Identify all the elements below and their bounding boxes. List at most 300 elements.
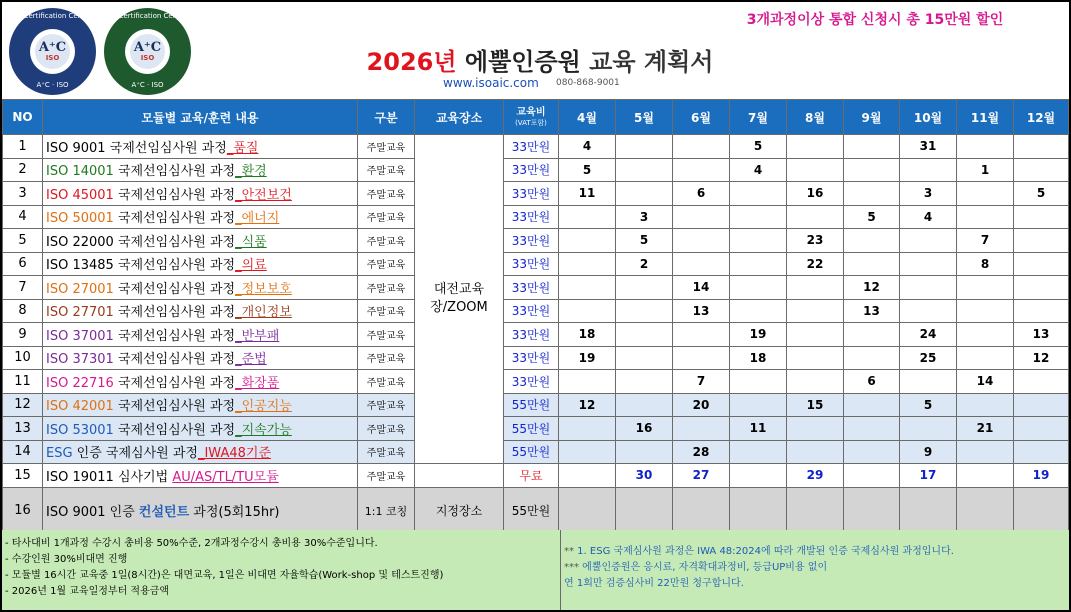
schedule-day [1014, 393, 1069, 417]
course-name [43, 440, 358, 464]
table-row [3, 464, 1069, 488]
schedule-day: 29 [787, 464, 844, 488]
course-place-empty [415, 464, 504, 488]
course-name [43, 417, 358, 441]
course-standard: ISO 22000 [46, 234, 114, 250]
course-kind: 주말교육 [358, 158, 415, 182]
schedule-day [730, 464, 787, 488]
course-standard: ESG [46, 446, 73, 462]
header-month: 7월 [730, 100, 787, 135]
schedule-day [844, 487, 900, 534]
course-title: 인증 국제심사원 과정 [72, 446, 198, 462]
schedule-day [673, 346, 730, 370]
schedule-day [957, 464, 1014, 488]
schedule-day: 11 [559, 182, 616, 206]
course-fee: 55만원 [504, 417, 559, 441]
footer-note [564, 576, 1066, 592]
logo-mark: A⁺C [38, 40, 67, 55]
course-kind: 주말교육 [358, 252, 415, 276]
course-title: 국제선임심사원 과정 [113, 211, 236, 227]
schedule-day [787, 299, 844, 323]
row-no: 10 [3, 346, 43, 370]
course-field: _안전보건 [235, 187, 292, 203]
course-fee: 33만원 [504, 182, 559, 206]
schedule-day [559, 205, 616, 229]
schedule-day: 12 [1014, 346, 1069, 370]
course-title: 국제선임심사원 과정 [113, 399, 236, 415]
course-field: _식품 [235, 234, 267, 250]
table-row [3, 440, 1069, 464]
course-name [43, 276, 358, 300]
row-no: 12 [3, 393, 43, 417]
schedule-day [730, 487, 787, 534]
header-month: 12월 [1014, 100, 1069, 135]
course-standard: ISO 13485 [46, 258, 114, 274]
course-standard: ISO 27001 [46, 281, 114, 297]
schedule-day [844, 393, 900, 417]
header-month: 4월 [559, 100, 616, 135]
schedule-day: 24 [900, 323, 957, 347]
schedule-day: 20 [673, 393, 730, 417]
schedule-day [957, 323, 1014, 347]
schedule-day: 2 [616, 252, 673, 276]
logo-sub: ISO [45, 54, 60, 62]
schedule-day [844, 135, 900, 159]
title-year: 2026년 [366, 48, 457, 76]
schedule-day [1014, 158, 1069, 182]
schedule-day [900, 299, 957, 323]
course-name [43, 205, 358, 229]
schedule-day [673, 487, 730, 534]
schedule-day [1014, 252, 1069, 276]
row-no: 2 [3, 158, 43, 182]
table-header-row [3, 100, 1069, 135]
schedule-day [787, 487, 844, 534]
schedule-day: 16 [787, 182, 844, 206]
course-field: _환경 [235, 164, 267, 180]
phone-number: 080-868-9001 [556, 78, 620, 88]
schedule-day: 21 [957, 417, 1014, 441]
schedule-day: 12 [844, 276, 900, 300]
schedule-day: 27 [673, 464, 730, 488]
course-name [43, 229, 358, 253]
schedule-day [559, 370, 616, 394]
course-name [43, 182, 358, 206]
row-no: 16 [3, 487, 43, 534]
course-kind: 주말교육 [358, 440, 415, 464]
header-place: 교육장소 [415, 100, 504, 135]
course-name [43, 252, 358, 276]
schedule-day [673, 205, 730, 229]
note-mark: ** [564, 546, 574, 557]
course-title: 국제선임심사원 과정 [113, 375, 236, 391]
schedule-day [787, 346, 844, 370]
course-title: 국제선임심사원 과정 [113, 164, 236, 180]
row-no: 5 [3, 229, 43, 253]
header-month: 6월 [673, 100, 730, 135]
schedule-day [1014, 299, 1069, 323]
aic-logo-blue [9, 8, 96, 95]
schedule-day [1014, 276, 1069, 300]
header-month: 11월 [957, 100, 1014, 135]
schedule-day: 6 [844, 370, 900, 394]
course-kind: 1:1 코칭 [358, 487, 415, 534]
schedule-day [730, 229, 787, 253]
schedule-day [844, 158, 900, 182]
schedule-day [616, 323, 673, 347]
schedule-day [616, 135, 673, 159]
course-kind: 주말교육 [358, 182, 415, 206]
schedule-day [787, 440, 844, 464]
course-standard: ISO 19011 [46, 469, 114, 485]
schedule-day: 5 [730, 135, 787, 159]
course-field: _지속가능 [235, 422, 292, 438]
schedule-table [2, 99, 1069, 535]
row-no: 3 [3, 182, 43, 206]
schedule-day: 23 [787, 229, 844, 253]
table-row [3, 135, 1069, 159]
course-field: _IWA48기준 [197, 446, 271, 462]
schedule-day: 1 [957, 158, 1014, 182]
schedule-day: 22 [787, 252, 844, 276]
course-name [43, 370, 358, 394]
schedule-day [673, 252, 730, 276]
schedule-day [616, 393, 673, 417]
discount-promo: 3개과정이상 통합 신청시 총 15만원 할인 [746, 12, 1004, 28]
course-field: _반부패 [235, 328, 280, 344]
schedule-day: 13 [844, 299, 900, 323]
schedule-day: 7 [957, 229, 1014, 253]
schedule-day [957, 299, 1014, 323]
schedule-day [730, 205, 787, 229]
schedule-day: 6 [673, 182, 730, 206]
course-name [43, 299, 358, 323]
schedule-day [787, 370, 844, 394]
course-field: _준법 [235, 352, 267, 368]
course-title: 국제선임심사원 과정 [113, 258, 236, 274]
schedule-day: 15 [787, 393, 844, 417]
course-field: _에너지 [235, 211, 280, 227]
schedule-day [559, 299, 616, 323]
header-kind: 구분 [358, 100, 415, 135]
course-title-suffix: 과정(5회15hr) [189, 505, 280, 520]
schedule-day [900, 276, 957, 300]
schedule-day [787, 135, 844, 159]
course-name [43, 346, 358, 370]
schedule-day: 3 [616, 205, 673, 229]
table-row [3, 346, 1069, 370]
schedule-day: 18 [559, 323, 616, 347]
schedule-day: 14 [673, 276, 730, 300]
course-standard: ISO 27701 [46, 305, 114, 321]
course-fee: 33만원 [504, 135, 559, 159]
course-kind: 주말교육 [358, 299, 415, 323]
schedule-day: 19 [1014, 464, 1069, 488]
schedule-day [900, 158, 957, 182]
course-place: 지정장소 [415, 487, 504, 534]
note-text: 연 1회만 검증심사비 22만원 청구합니다. [564, 578, 744, 589]
schedule-day [957, 440, 1014, 464]
aic-logo-green [104, 8, 191, 95]
schedule-day [673, 135, 730, 159]
header-fee-main: 교육비 [516, 107, 546, 118]
course-title: 국제선임심사원 과정 [113, 352, 236, 368]
note-mark: *** [564, 562, 579, 573]
schedule-day: 5 [900, 393, 957, 417]
schedule-day [559, 229, 616, 253]
course-fee: 33만원 [504, 299, 559, 323]
header-course: 모듈별 교육/훈련 내용 [43, 100, 358, 135]
course-standard: ISO 37301 [46, 352, 114, 368]
row-no: 1 [3, 135, 43, 159]
course-name [43, 323, 358, 347]
logo-ring-text: A⁺ Certification Center [107, 12, 188, 20]
page-title [350, 42, 730, 77]
course-title: 국제선임심사원 과정 [113, 187, 236, 203]
course-standard: ISO 53001 [46, 422, 114, 438]
course-title: 심사기법 [113, 469, 173, 485]
note-text: 1. ESG 국제심사원 과정은 IWA 48:2024에 따라 개발된 인증 국제심사원 과정입니다. [574, 546, 954, 557]
schedule-day: 8 [957, 252, 1014, 276]
schedule-day [616, 299, 673, 323]
course-kind: 주말교육 [358, 323, 415, 347]
schedule-day: 17 [900, 464, 957, 488]
course-fee: 33만원 [504, 252, 559, 276]
table-row [3, 417, 1069, 441]
table-row-consultant [3, 487, 1069, 534]
schedule-day [957, 182, 1014, 206]
logo-mark: A⁺C [133, 40, 162, 55]
course-fee: 55만원 [504, 393, 559, 417]
course-fee: 55만원 [504, 440, 559, 464]
course-standard: ISO 9001 [46, 140, 106, 156]
header-month: 9월 [844, 100, 900, 135]
schedule-day [844, 417, 900, 441]
course-field: AU/AS/TL/TU모듈 [172, 469, 279, 485]
schedule-day [1014, 205, 1069, 229]
row-no: 6 [3, 252, 43, 276]
footer-note: - 타사대비 1개과정 수강시 총비용 50%수준, 2개과정수강시 총비용 30%수준입니다. [5, 538, 378, 549]
table-row [3, 252, 1069, 276]
schedule-day [844, 323, 900, 347]
schedule-day [616, 276, 673, 300]
schedule-day: 13 [673, 299, 730, 323]
table-row [3, 182, 1069, 206]
header-month: 10월 [900, 100, 957, 135]
header-fee-sub: (VAT포함) [515, 119, 547, 127]
schedule-day: 31 [900, 135, 957, 159]
schedule-day [730, 252, 787, 276]
course-standard: ISO 45001 [46, 187, 114, 203]
header-fee [504, 100, 559, 135]
schedule-day [900, 229, 957, 253]
course-name [43, 487, 358, 534]
schedule-day [1014, 370, 1069, 394]
schedule-day [900, 487, 957, 534]
course-standard: ISO 14001 [46, 164, 114, 180]
course-title: 국제선임심사원 과정 [113, 234, 236, 250]
course-fee: 33만원 [504, 276, 559, 300]
schedule-day [730, 393, 787, 417]
schedule-day: 19 [730, 323, 787, 347]
table-row [3, 299, 1069, 323]
course-fee: 무료 [504, 464, 559, 488]
schedule-day [787, 417, 844, 441]
course-name [43, 135, 358, 159]
course-field: _품질 [226, 140, 259, 156]
course-kind: 주말교육 [358, 393, 415, 417]
course-fee: 33만원 [504, 323, 559, 347]
logo-ring-text-bottom: A⁺C · ISO [131, 81, 164, 89]
schedule-day: 28 [673, 440, 730, 464]
schedule-day [1014, 417, 1069, 441]
table-row [3, 158, 1069, 182]
schedule-day [844, 182, 900, 206]
row-no: 15 [3, 464, 43, 488]
course-standard: ISO 22716 [46, 375, 114, 391]
course-kind: 주말교육 [358, 276, 415, 300]
schedule-day [1014, 487, 1069, 534]
course-highlight: 컨설턴트 [138, 505, 190, 520]
logo-ring-text-bottom: A⁺C · ISO [36, 81, 69, 89]
schedule-day [559, 487, 616, 534]
course-kind: 주말교육 [358, 370, 415, 394]
table-row [3, 370, 1069, 394]
schedule-day: 14 [957, 370, 1014, 394]
course-title: 국제선임심사원 과정 [113, 281, 236, 297]
schedule-day: 25 [900, 346, 957, 370]
schedule-day: 4 [730, 158, 787, 182]
header-month: 8월 [787, 100, 844, 135]
row-no: 9 [3, 323, 43, 347]
schedule-day [957, 205, 1014, 229]
row-no: 11 [3, 370, 43, 394]
schedule-day [616, 440, 673, 464]
course-kind: 주말교육 [358, 346, 415, 370]
schedule-day [673, 417, 730, 441]
schedule-day [787, 276, 844, 300]
course-fee: 33만원 [504, 346, 559, 370]
schedule-day [673, 323, 730, 347]
course-title: ISO 9001 인증 [46, 505, 139, 520]
schedule-day [1014, 229, 1069, 253]
course-standard: ISO 37001 [46, 328, 114, 344]
schedule-day [844, 440, 900, 464]
schedule-day [844, 252, 900, 276]
course-kind: 주말교육 [358, 205, 415, 229]
schedule-day [957, 346, 1014, 370]
schedule-day: 4 [559, 135, 616, 159]
course-standard: ISO 50001 [46, 211, 114, 227]
course-title: 국제선임심사원 과정 [113, 422, 236, 438]
schedule-day [730, 370, 787, 394]
title-rest: 교육 계획서 [589, 48, 714, 76]
footer-notes-left [2, 530, 561, 610]
schedule-day: 3 [900, 182, 957, 206]
course-field: _화장품 [235, 375, 280, 391]
schedule-day [559, 417, 616, 441]
footer-notes-right [561, 530, 1069, 610]
row-no: 4 [3, 205, 43, 229]
schedule-day [673, 229, 730, 253]
schedule-day [957, 135, 1014, 159]
schedule-day [787, 205, 844, 229]
course-title: 국제선임심사원 과정 [113, 305, 236, 321]
schedule-day [730, 440, 787, 464]
logo-ring-text: A⁺ Certification Center [12, 12, 93, 20]
schedule-day: 19 [559, 346, 616, 370]
schedule-day [616, 487, 673, 534]
footer-note: - 수강인원 30%비대면 진행 [5, 554, 128, 565]
course-field: _의료 [235, 258, 267, 274]
schedule-day [900, 370, 957, 394]
footer-note: - 모듈별 16시간 교육중 1일(8시간)은 대면교육, 1일은 비대면 자율학습(Work-shop 및 테스트진행) [5, 570, 444, 581]
schedule-day [844, 464, 900, 488]
website-link[interactable]: www.isoaic.com [443, 76, 539, 90]
schedule-day [616, 158, 673, 182]
schedule-day [673, 158, 730, 182]
schedule-day [559, 464, 616, 488]
schedule-day: 12 [559, 393, 616, 417]
course-kind: 주말교육 [358, 464, 415, 488]
schedule-day [900, 417, 957, 441]
course-kind: 주말교육 [358, 135, 415, 159]
schedule-day [787, 158, 844, 182]
row-no: 13 [3, 417, 43, 441]
course-fee: 55만원 [504, 487, 559, 534]
schedule-day: 18 [730, 346, 787, 370]
schedule-day [1014, 440, 1069, 464]
schedule-day [844, 229, 900, 253]
course-name [43, 464, 358, 488]
course-fee: 33만원 [504, 370, 559, 394]
course-place: 대전교육장/ZOOM [415, 135, 504, 464]
schedule-day [787, 323, 844, 347]
schedule-day: 7 [673, 370, 730, 394]
schedule-day: 9 [900, 440, 957, 464]
schedule-day [730, 276, 787, 300]
schedule-day: 4 [900, 205, 957, 229]
footer-note [564, 544, 1066, 560]
schedule-day [730, 182, 787, 206]
course-fee: 33만원 [504, 205, 559, 229]
schedule-day: 16 [616, 417, 673, 441]
row-no: 7 [3, 276, 43, 300]
schedule-day [957, 276, 1014, 300]
schedule-day [957, 487, 1014, 534]
logo-sub: ISO [140, 54, 155, 62]
course-field: _개인정보 [235, 305, 292, 321]
schedule-day: 5 [616, 229, 673, 253]
table-row [3, 393, 1069, 417]
schedule-day: 13 [1014, 323, 1069, 347]
schedule-day [616, 182, 673, 206]
course-title: 국제선임심사원 과정 [105, 140, 227, 156]
schedule-day [559, 252, 616, 276]
course-fee: 33만원 [504, 158, 559, 182]
course-kind: 주말교육 [358, 417, 415, 441]
footer-note [564, 560, 1066, 576]
course-standard: ISO 42001 [46, 399, 114, 415]
header-no: NO [3, 100, 43, 135]
course-name [43, 158, 358, 182]
row-no: 14 [3, 440, 43, 464]
header-month: 5월 [616, 100, 673, 135]
schedule-day [559, 276, 616, 300]
schedule-day: 30 [616, 464, 673, 488]
table-row [3, 229, 1069, 253]
course-kind: 주말교육 [358, 229, 415, 253]
